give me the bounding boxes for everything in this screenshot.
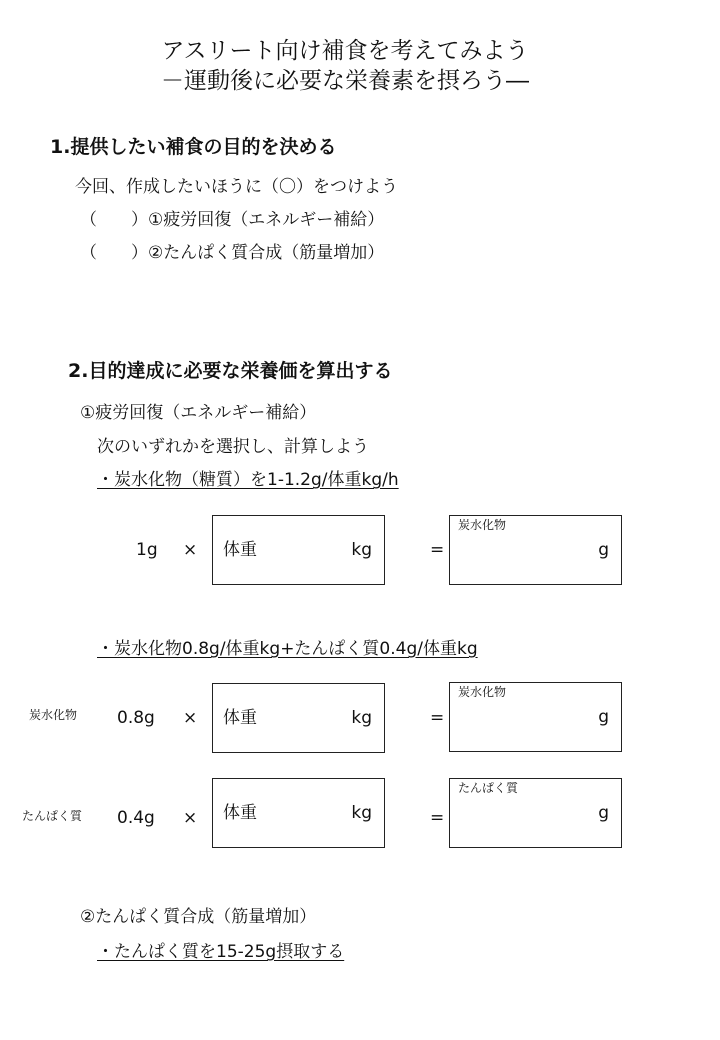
result-caption: 炭水化物 [458, 518, 507, 532]
section1-heading: 1.提供したい補食の目的を決める [50, 136, 337, 158]
weight-input-box-protein[interactable] [212, 778, 385, 848]
option-label-protein: ②たんぱく質合成（筋量増加） [148, 243, 385, 263]
option-row-protein [80, 241, 384, 265]
method2-text: ・炭水化物0.8g/体重kg+たんぱく質0.4g/体重kg [97, 639, 478, 659]
weight-label: 体重 [223, 803, 257, 823]
weight-unit: kg [351, 708, 372, 728]
weight-unit: kg [351, 803, 372, 823]
option-row-fatigue [80, 208, 384, 232]
method2-protein-multiplier: 0.4g [117, 808, 155, 828]
result-unit: g [598, 707, 609, 727]
section2-heading: 2.目的達成に必要な栄養価を算出する [68, 360, 393, 382]
weight-unit: kg [351, 540, 372, 560]
equals-sign: = [430, 708, 445, 728]
sub2-text: ・たんぱく質を15-25g摂取する [97, 942, 345, 962]
times-sign: × [183, 808, 198, 828]
equals-sign: = [430, 808, 445, 828]
section1-instruction: 今回、作成したいほうに（〇）をつけよう [75, 177, 398, 197]
option-bracket-protein[interactable]: （ ） [80, 243, 148, 263]
method1-multiplier: 1g [136, 540, 158, 560]
times-sign: × [183, 708, 198, 728]
weight-label: 体重 [223, 540, 257, 560]
sub2-title: ②たんぱく質合成（筋量増加） [80, 907, 317, 927]
result-caption: 炭水化物 [458, 685, 507, 699]
equals-sign: = [430, 540, 445, 560]
weight-input-box[interactable] [212, 515, 385, 585]
protein-result-box[interactable] [449, 778, 622, 848]
option-bracket-fatigue[interactable]: （ ） [80, 210, 148, 230]
method2-carb-multiplier: 0.8g [117, 708, 155, 728]
weight-label: 体重 [223, 708, 257, 728]
result-caption: たんぱく質 [458, 781, 519, 795]
carb-result-box[interactable] [449, 515, 622, 585]
times-sign: × [183, 540, 198, 560]
result-unit: g [598, 803, 609, 823]
page-title: アスリート向け補食を考えてみよう [161, 38, 529, 64]
side-label-carb: 炭水化物 [29, 708, 78, 722]
sub1-instruction: 次のいずれかを選択し、計算しよう [97, 437, 369, 457]
result-unit: g [598, 540, 609, 560]
page-subtitle: －運動後に必要な栄養素を摂ろう― [161, 68, 529, 94]
sub1-title: ①疲労回復（エネルギー補給） [80, 403, 317, 423]
carb-result-box-2[interactable] [449, 682, 622, 752]
option-label-fatigue: ①疲労回復（エネルギー補給） [148, 210, 385, 230]
weight-input-box-carb[interactable] [212, 683, 385, 753]
method1-text: ・炭水化物（糖質）を1-1.2g/体重kg/h [97, 470, 399, 490]
side-label-protein: たんぱく質 [22, 809, 83, 823]
